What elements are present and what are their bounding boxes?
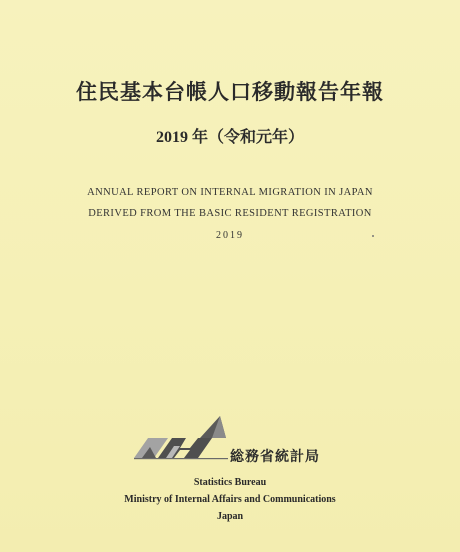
report-year-japanese: 2019 年（令和元年） [155, 129, 304, 146]
publisher-name-japanese: 総務省統計局 [230, 449, 320, 465]
report-title-english-line2: DERIVED FROM THE BASIC RESIDENT REGISTRATION [88, 208, 372, 219]
print-speck [372, 235, 374, 237]
publisher-name-english-line3: Japan [216, 511, 244, 522]
report-title-japanese: 住民基本台帳人口移動報告年報 [76, 79, 384, 104]
report-year-english: 2019 [216, 230, 244, 241]
report-title-english-line1: ANNUAL REPORT ON INTERNAL MIGRATION IN JAPAN [87, 187, 373, 198]
publisher-name-english-line2: Ministry of Internal Affairs and Communications [124, 494, 336, 505]
logo-middle-chevron [158, 438, 212, 458]
logo-baseline [134, 458, 228, 459]
publisher-name-english-line1: Statistics Bureau [193, 477, 267, 488]
statistics-bureau-logo-icon [134, 414, 228, 466]
